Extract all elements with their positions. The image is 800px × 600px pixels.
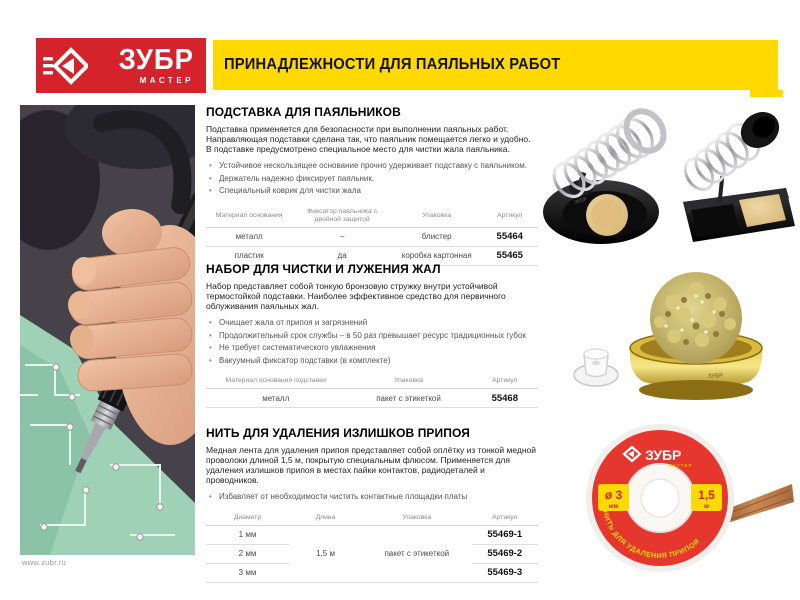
feature-item: • Очищает жала от припоя и загрязнений [206, 317, 538, 330]
feature-item: • Продолжительный срок службы – в 50 раз превышает ресурс традиционных губок [206, 330, 538, 343]
feature-list [206, 491, 538, 504]
feature-item: • Специальный коврик для чистки жала [206, 185, 538, 198]
page-title: ПРИНАДЛЕЖНОСТИ ДЛЯ ПАЯЛЬНЫХ РАБОТ [224, 56, 561, 73]
cell-article: 55468 [472, 389, 538, 408]
spec-table-wick [206, 512, 538, 583]
cell-packaging: блистер [392, 227, 482, 246]
column-header: Фиксатор паяльника с двойной защитой [292, 206, 392, 228]
column-header: Диаметр [206, 512, 289, 526]
feature-list [206, 160, 538, 198]
cell-article: 55469-2 [472, 544, 538, 563]
feature-item: • Устойчивое нескользящее основание прочно удерживает подставку с паяльником. [206, 160, 538, 173]
cell-material: металл [206, 389, 345, 408]
section-title: НАБОР ДЛЯ ЧИСТКИ И ЛУЖЕНИЯ ЖАЛ [206, 262, 441, 276]
zubr-logo [36, 38, 206, 93]
column-header: Упаковка [362, 512, 472, 526]
cell-packaging: пакет с этикеткой [345, 389, 471, 408]
cell-length: 1,5 м [289, 525, 362, 582]
site-link[interactable]: www.zubr.ru [22, 558, 67, 567]
page-title-bar [213, 40, 778, 90]
table-row [206, 525, 538, 544]
column-header: Материал основания подставки [206, 375, 345, 389]
wick-illustration [572, 418, 794, 578]
column-header: Артикул [472, 512, 538, 526]
cell-material: пластик [206, 246, 292, 265]
cleaning-set-product-image [556, 262, 793, 407]
brand-subname: МАСТЕР [139, 76, 194, 85]
soldering-photo-illustration [20, 105, 195, 555]
column-header: Длина [289, 512, 362, 526]
column-header: Артикул [482, 206, 538, 228]
spec-table-cleaning [206, 375, 538, 408]
cell-article: 55469-1 [472, 525, 538, 544]
feature-item: • Не требует систематического увлажнения [206, 342, 538, 355]
table-row [206, 227, 538, 246]
feature-item: • Вакуумный фиксатор подставки (в комплекте) [206, 355, 538, 368]
logo-text [88, 46, 198, 85]
title-bar-tab [750, 90, 783, 97]
brand-name: ЗУБР [118, 44, 194, 76]
cell-article: 55469-3 [472, 563, 538, 582]
wick-length-unit: м [704, 503, 709, 510]
section-soldering-stand [206, 105, 538, 266]
stands-illustration [533, 100, 795, 248]
feature-list [206, 317, 538, 367]
tin-brand-mark: ЗУБР [707, 372, 724, 380]
zubr-arrow-icon [42, 45, 88, 87]
wick-diameter-unit: мм [608, 503, 619, 510]
wick-diameter-value: ø 3 [604, 488, 623, 502]
cell-diameter: 1 мм [206, 525, 289, 544]
cell-article: 55464 [482, 227, 538, 246]
section-description: Медная лента для удаления припоя представляет собой оплётку из тонкой медной проволоки длиной 1,5 м, покрытую специальным флюсом. Применяется для удаления излишков припоя в местах пайки контактов, радиодеталей и проводников. [206, 445, 537, 485]
section-description: Подставка применяется для безопасности при выполнении паяльных работ. Направляющая подставки сделана так, что паяльник помещается легко и удобно. В подставке предусмотрено специальное место для чистки жала паяльника. [206, 124, 531, 154]
column-header: Упаковка [392, 206, 482, 228]
cell-diameter: 3 мм [206, 563, 289, 582]
feature-item: • Избавляет от необходимости чистить контактные площадки платы [206, 491, 538, 504]
section-description: Набор представляет собой тонкую бронзовую стружку внутри устойчивой термостойкой подставки. Наиболее эффективное средство для первичного облуживания паяльных жал. [206, 281, 506, 311]
section-cleaning-set [206, 262, 538, 408]
cell-material: металл [206, 227, 292, 246]
table-row [206, 389, 538, 408]
cell-article: 55465 [482, 246, 538, 265]
soldering-photo [20, 105, 195, 555]
cell-packaging: пакет с этикеткой [362, 525, 472, 582]
wick-product-image [572, 418, 794, 578]
section-desoldering-wick [206, 426, 538, 583]
cell-fixator: да [292, 246, 392, 265]
column-header: Артикул [472, 375, 538, 389]
cell-diameter: 2 мм [206, 544, 289, 563]
cell-packaging: коробка картонная [392, 246, 482, 265]
spec-table-stand [206, 206, 538, 266]
wick-brand-sub: МАСТЕР [668, 463, 693, 468]
wick-brand-name: ЗУБР [645, 447, 682, 463]
stands-product-image [533, 100, 795, 248]
section-title: НИТЬ ДЛЯ УДАЛЕНИЯ ИЗЛИШКОВ ПРИПОЯ [206, 426, 470, 440]
cleaning-set-illustration [556, 262, 793, 407]
wick-length-value: 1,5 [698, 488, 715, 502]
column-header: Материал основания [206, 206, 292, 228]
section-title: ПОДСТАВКА ДЛЯ ПАЯЛЬНИКОВ [206, 105, 401, 119]
stand-brand-mark: ЗУБР [573, 196, 588, 206]
column-header: Упаковка [345, 375, 471, 389]
wick-arc-text: НИТЬ ДЛЯ УДАЛЕНИЯ ПРИПОЯ [601, 509, 702, 561]
feature-item: • Держатель надежно фиксирует паяльник. [206, 173, 538, 186]
cell-fixator: – [292, 227, 392, 246]
